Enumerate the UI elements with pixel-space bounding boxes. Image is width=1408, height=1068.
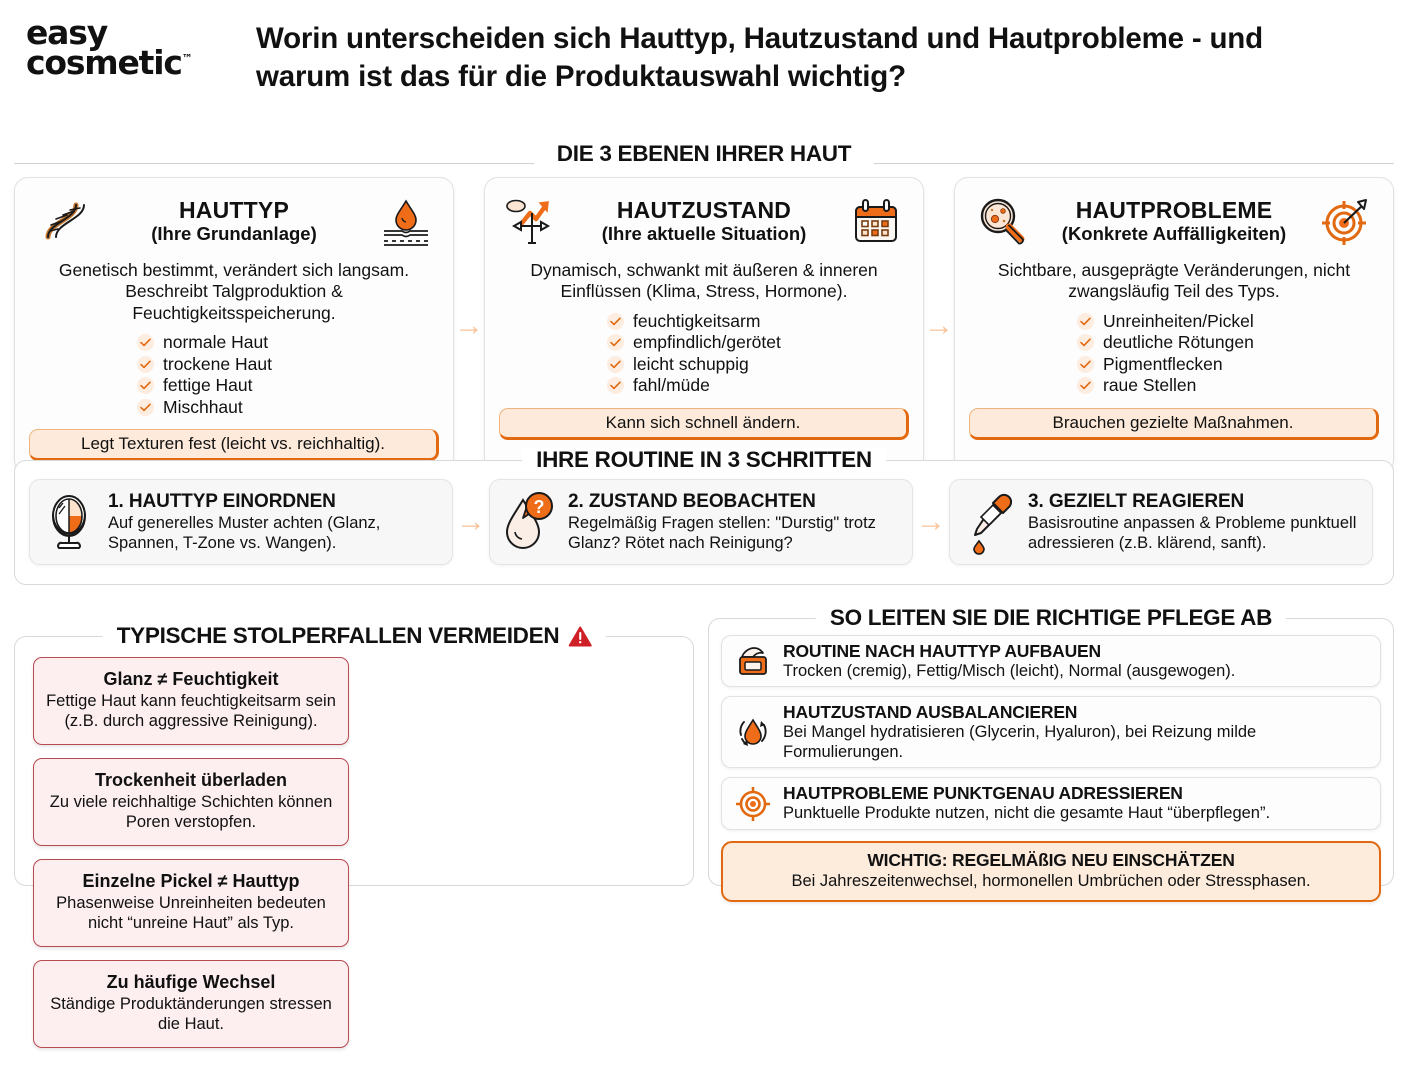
section-pflege-title-text: SO LEITEN SIE DIE RICHTIGE PFLEGE AB <box>829 605 1273 630</box>
weather-vane-icon <box>499 193 565 249</box>
pflege-list <box>709 619 1393 914</box>
arrow-right-icon: → <box>454 308 484 342</box>
card-hauttyp-titles <box>95 198 373 244</box>
check-icon <box>137 399 154 416</box>
routine-step-1-title: 1. HAUTTYP EINORDNEN <box>108 490 336 512</box>
warning-triangle-icon <box>568 626 591 647</box>
page-title: Worin unterscheiden sich Hauttyp, Hautzustand und Hautprobleme - und warum ist das für die Produktauswahl wichtig? <box>256 22 1263 94</box>
routine-step-1 <box>29 479 453 565</box>
dna-icon <box>29 193 95 249</box>
pflege-highlight-title: WICHTIG: REGELMÄßIG NEU EINSCHÄTZEN <box>867 849 1235 870</box>
routine-step-2-text <box>568 491 902 554</box>
routine-step-3-desc: Basisroutine anpassen & Probleme punktuell adressieren (z.B. klärend, sanft). <box>1028 513 1357 552</box>
stolperfalle-desc: Phasenweise Unreinheiten bedeuten nicht “unreine Haut” als Typ. <box>56 894 326 932</box>
pflege-item-probleme-desc: Punktuelle Produkte nutzen, nicht die gesamte Haut “überpflegen”. <box>783 804 1271 823</box>
list-item-label: Mischhaut <box>163 396 243 417</box>
card-hautprobleme-desc: Sichtbare, ausgeprägte Veränderungen, nicht zwangsläufig Teil des Typs. <box>997 260 1351 302</box>
stolperfalle-title: Glanz ≠ Feuchtigkeit <box>103 669 279 690</box>
card-hauttyp-title: HAUTTYP <box>178 196 289 223</box>
pflege-item-zustand-title: HAUTZUSTAND AUSBALANCIEREN <box>783 702 1078 723</box>
header <box>0 0 1408 140</box>
check-icon <box>607 377 624 394</box>
list-item <box>607 311 909 333</box>
list-item-label: deutliche Rötungen <box>1103 332 1254 353</box>
stolperfalle-card <box>33 960 349 1048</box>
cream-jar-icon <box>732 641 774 681</box>
routine-steps-row <box>15 461 1393 565</box>
routine-arrow-1-gap <box>453 479 489 565</box>
card-hautprobleme-subtitle: (Konkrete Auffälligkeiten) <box>1061 222 1287 244</box>
card-hautzustand-subtitle: (Ihre aktuelle Situation) <box>601 222 807 244</box>
pflege-item-routine-text <box>783 641 1235 681</box>
arrow-right-icon: → <box>924 308 954 342</box>
section-routine-title <box>522 447 886 473</box>
routine-step-2 <box>489 479 913 565</box>
section-stolperfallen-title-text: TYPISCHE STOLPERFALLEN VERMEIDEN <box>116 623 560 648</box>
list-item <box>607 332 909 354</box>
pflege-item-routine-desc: Trocken (cremig), Fettig/Misch (leicht), Normal (ausgewogen). <box>783 662 1236 680</box>
card-hauttyp-list <box>29 332 439 418</box>
section-stolperfallen-title <box>103 623 606 649</box>
card-hautprobleme-title: HAUTPROBLEME <box>1075 196 1273 223</box>
calendar-icon <box>843 193 909 249</box>
section-ebenen-title <box>543 141 865 167</box>
list-item-label: fahl/müde <box>633 375 710 396</box>
pflege-highlight <box>721 841 1381 902</box>
list-item <box>137 332 439 354</box>
list-item <box>137 375 439 397</box>
section-stolperfallen <box>14 623 694 1033</box>
list-item <box>1077 375 1379 397</box>
stolperfallen-grid <box>15 637 693 1068</box>
pflege-item-routine-title: ROUTINE NACH HAUTTYP AUFBAUEN <box>783 641 1101 661</box>
crosshair-icon <box>732 784 774 824</box>
check-icon <box>607 356 624 373</box>
arrow-2-gap <box>924 177 954 474</box>
list-item <box>1077 332 1379 354</box>
card-hautzustand-title: HAUTZUSTAND <box>616 196 792 223</box>
card-hauttyp-header <box>29 188 439 254</box>
droplet-refresh-icon <box>732 712 774 752</box>
stolperfalle-title: Trockenheit überladen <box>94 770 288 791</box>
check-icon <box>1077 377 1094 394</box>
arrow-right-icon: → <box>456 505 486 538</box>
list-item-label: Unreinheiten/Pickel <box>1103 310 1254 331</box>
list-item-label: raue Stellen <box>1103 375 1197 396</box>
pipette-icon <box>960 491 1018 553</box>
routine-step-1-text <box>108 491 442 554</box>
list-item-label: fettige Haut <box>163 375 253 396</box>
brand-logo <box>26 13 256 83</box>
check-icon <box>137 334 154 351</box>
section-pflege-title <box>816 605 1286 631</box>
stolperfalle-desc: Fettige Haut kann feuchtigkeitsarm sein (z.B. durch aggressive Reinigung). <box>46 692 336 730</box>
card-hautzustand-titles <box>565 198 843 244</box>
pflege-item-routine <box>721 635 1381 687</box>
card-hauttyp-pill: Legt Texturen fest (leicht vs. reichhaltig). <box>29 429 439 461</box>
list-item <box>137 354 439 376</box>
pflege-item-zustand-text <box>783 702 1370 762</box>
stolperfalle-desc: Zu viele reichhaltige Schichten können Poren verstopfen. <box>49 793 333 831</box>
brand-logo-line2 <box>26 43 256 83</box>
list-item <box>607 354 909 376</box>
card-hauttyp-subtitle: (Ihre Grundanlage) <box>151 222 317 244</box>
check-icon <box>1077 334 1094 351</box>
list-item-label: trockene Haut <box>163 353 272 374</box>
stolperfalle-desc: Ständige Produktänderungen stressen die Haut. <box>50 995 332 1033</box>
ebenen-card-row <box>14 177 1394 474</box>
svg-text:?: ? <box>533 497 545 517</box>
target-arrow-icon <box>1313 193 1379 249</box>
pflege-item-probleme-text <box>783 783 1270 823</box>
section-pflege <box>708 605 1394 890</box>
routine-step-1-desc: Auf generelles Muster achten (Glanz, Spannen, T-Zone vs. Wangen). <box>108 513 381 552</box>
list-item <box>607 375 909 397</box>
section-routine <box>14 447 1394 585</box>
routine-step-3-title: 3. GEZIELT REAGIEREN <box>1028 490 1245 512</box>
pflege-highlight-desc: Bei Jahreszeitenwechsel, hormonellen Umbrüchen oder Stressphasen. <box>791 871 1311 890</box>
brand-logo-line2-text: cosmetic <box>26 43 182 83</box>
routine-step-2-title: 2. ZUSTAND BEOBACHTEN <box>568 490 816 512</box>
check-icon <box>137 356 154 373</box>
check-icon <box>1077 313 1094 330</box>
card-hautzustand <box>484 177 924 474</box>
stolperfalle-title: Zu häufige Wechsel <box>106 972 276 993</box>
card-hautzustand-list <box>499 311 909 397</box>
droplet-question-icon <box>500 492 558 552</box>
list-item-label: empfindlich/gerötet <box>633 332 781 353</box>
stolperfalle-card <box>33 657 349 745</box>
divider-left <box>14 163 534 164</box>
stolperfalle-card <box>33 859 349 947</box>
card-hauttyp <box>14 177 454 474</box>
list-item-label: Pigmentflecken <box>1103 353 1223 374</box>
list-item <box>1077 311 1379 333</box>
card-hautprobleme-list <box>969 311 1379 397</box>
list-item <box>1077 354 1379 376</box>
card-hautzustand-pill: Kann sich schnell ändern. <box>499 408 909 440</box>
mirror-icon <box>40 492 98 552</box>
list-item-label: normale Haut <box>163 332 269 353</box>
skin-layers-droplet-icon <box>373 193 439 249</box>
check-icon <box>137 377 154 394</box>
card-hautprobleme-pill: Brauchen gezielte Maßnahmen. <box>969 408 1379 440</box>
stolperfalle-card <box>33 758 349 846</box>
section-routine-title-text: IHRE ROUTINE IN 3 SCHRITTEN <box>536 447 872 472</box>
pflege-item-zustand-desc: Bei Mangel hydratisieren (Glycerin, Hyaluron), bei Reizung milde Formulierungen. <box>783 723 1257 761</box>
section-ebenen-title-text: DIE 3 EBENEN IHRER HAUT <box>556 141 852 166</box>
arrow-right-icon: → <box>916 505 946 538</box>
stolperfalle-title: Einzelne Pickel ≠ Hauttyp <box>82 871 300 892</box>
card-hautzustand-desc: Dynamisch, schwankt mit äußeren & inneren Einflüssen (Klima, Stress, Hormone). <box>530 260 878 302</box>
list-item-label: feuchtigkeitsarm <box>633 310 761 331</box>
list-item <box>137 397 439 419</box>
card-hautprobleme-titles <box>1035 198 1313 244</box>
brand-trademark: ™ <box>181 52 193 66</box>
arrow-1-gap <box>454 177 484 474</box>
card-hautzustand-header <box>499 188 909 254</box>
check-icon <box>607 334 624 351</box>
card-hautprobleme-header <box>969 188 1379 254</box>
divider-right <box>874 163 1394 164</box>
section-ebenen <box>14 141 1394 454</box>
pflege-item-zustand <box>721 696 1381 768</box>
routine-step-3-text <box>1028 491 1362 554</box>
check-icon <box>1077 356 1094 373</box>
card-hauttyp-desc: Genetisch bestimmt, verändert sich langsam. Beschreibt Talgproduktion & Feuchtigkeitsspeicherung. <box>58 260 410 323</box>
card-hautprobleme <box>954 177 1394 474</box>
routine-step-2-desc: Regelmäßig Fragen stellen: "Durstig" trotz Glanz? Rötet nach Reinigung? <box>568 513 876 552</box>
routine-arrow-2-gap <box>913 479 949 565</box>
check-icon <box>607 313 624 330</box>
list-item-label: leicht schuppig <box>633 353 749 374</box>
brand-logo-line1: easy <box>26 13 108 52</box>
magnifier-skin-icon <box>969 193 1035 249</box>
pflege-item-probleme <box>721 777 1381 829</box>
routine-step-3 <box>949 479 1373 565</box>
pflege-item-probleme-title: HAUTPROBLEME PUNKTGENAU ADRESSIEREN <box>783 783 1183 804</box>
